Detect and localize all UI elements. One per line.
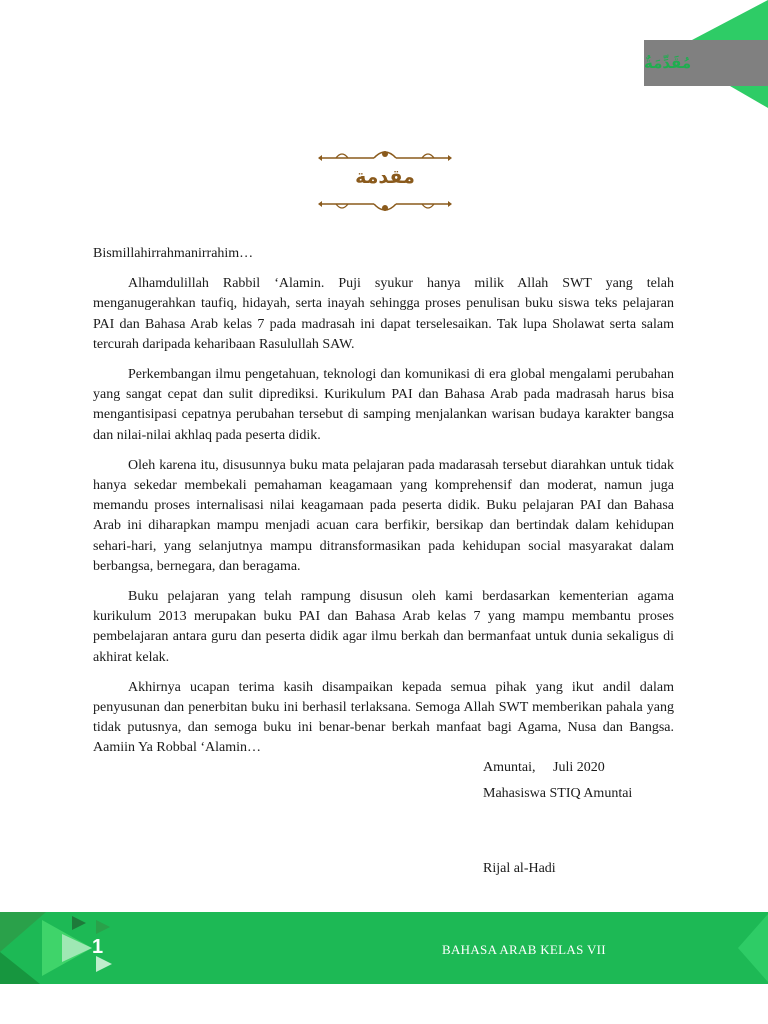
page-number: 1 bbox=[92, 936, 104, 958]
signature-place-date: Amuntai, Juli 2020 bbox=[483, 760, 605, 775]
top-ornament-icon bbox=[316, 148, 454, 162]
footer-triangle-decoration bbox=[0, 912, 768, 992]
paragraph: Akhirnya ucapan terima kasih disampaikan kepada semua pihak yang ikut andil dalam penyusunan dan penerbitan buku ini berhasil terlaksana. Semoga Allah SWT memberikan pahala yang tidak putusnya, dan semoga buku ini benar-benar berkah manfaat bagi Agama, Nusa dan Bangsa. Aamiin Ya Robbal ‘Alamin… bbox=[93, 679, 674, 756]
paragraph: Alhamdulillah Rabbil ‘Alamin. Puji syukur hanya milik Allah SWT yang telah menganugerahkan taufiq, hidayah, serta inayah sehingga proses penulisan buku siswa teks pelajaran PAI dan Bahasa Arab kelas 7 pada madrasah ini dapat terselesaikan. Tak lupa Sholawat serta salam tercurah daripada keharibaan Rasulullah SAW. bbox=[93, 276, 674, 352]
greeting-line: Bismillahirrahmanirrahim… bbox=[93, 246, 254, 261]
paragraph: Oleh karena itu, disusunnya buku mata pelajaran pada madarasah tersebut diarahkan untuk tidak hanya sekedar membekali pemahaman keagamaan yang komprehensif dan moderat, namun juga memandu proses internalisasi nilai keagamaan pada peserta didik. Buku pelajaran PAI dan Bahasa Arab ini diharapkan mampu menjadi acuan cara berfikir, bersikap dan bertindak dalam kehidupan sehari-hari, yang selanjutnya mampu ditransformasikan pada kehidupan social masyarakat dalam berbangsa, bernegara, dan beragama. bbox=[93, 457, 674, 574]
section-header-tab: مُقَدِّمَةٌ bbox=[644, 40, 768, 86]
signature-organization: Mahasiswa STIQ Amuntai bbox=[483, 786, 633, 801]
paragraph: Buku pelajaran yang telah rampung disusun oleh kami berdasarkan kementerian agama kurikulum 2013 merupakan buku PAI dan Bahasa Arab kelas 7 yang mampu membantu proses pembelajaran antara guru dan peserta didik agar ilmu berkah dan bermanfaat untuk dunia sekaligus di akhirat kelak. bbox=[93, 589, 674, 665]
bottom-ornament-icon bbox=[316, 200, 454, 214]
book-label: BAHASA ARAB KELAS VII bbox=[442, 942, 606, 957]
preface-body bbox=[93, 244, 674, 769]
title-banner bbox=[316, 148, 454, 218]
paragraph: Perkembangan ilmu pengetahuan, teknologi dan komunikasi di era global mengalami perubahan yang sangat cepat dan sulit diprediksi. Kurikulum PAI dan Bahasa Arab pada madrasah harus bisa mengantisipasi cepatnya perubahan tersebut di samping menjalankan warisan budaya karakter bangsa dan nilai-nilai akhlaq pada peserta didik. bbox=[93, 367, 674, 443]
page-title: مقدمة bbox=[355, 166, 415, 188]
signature-author: Rijal al-Hadi bbox=[483, 861, 556, 876]
